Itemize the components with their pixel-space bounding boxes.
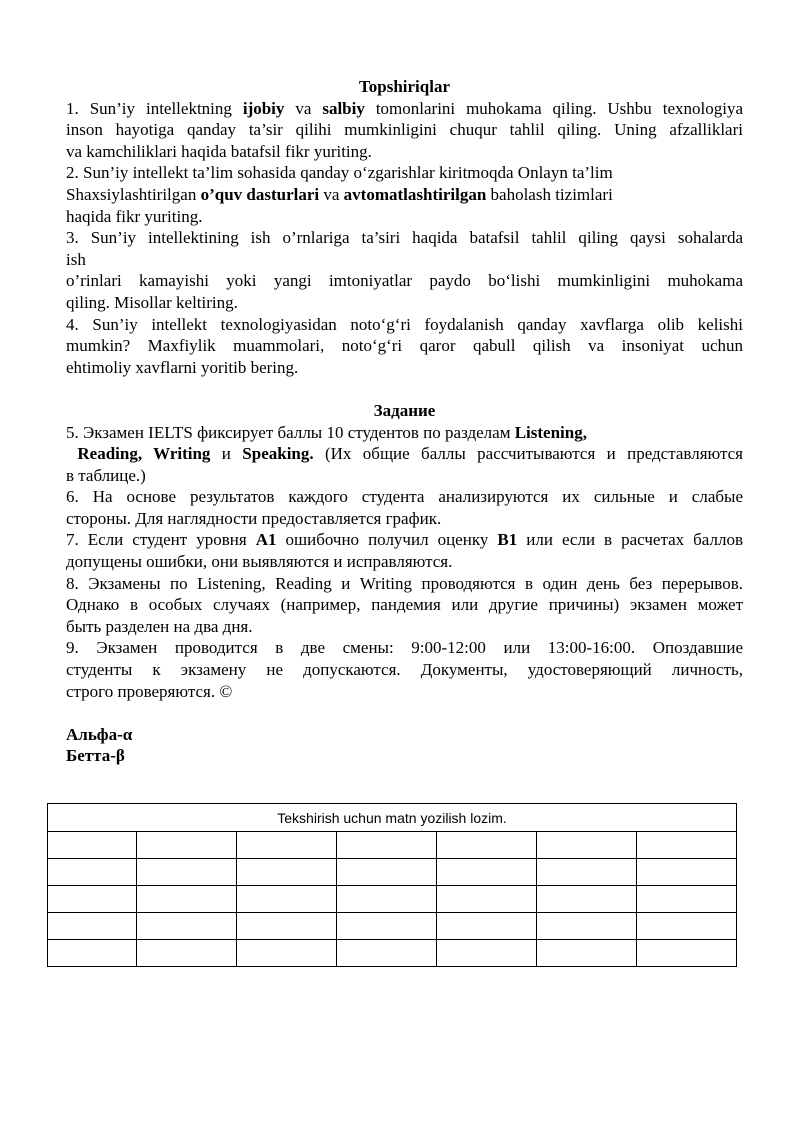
table-cell[interactable] xyxy=(137,859,237,886)
table-cell[interactable] xyxy=(337,859,437,886)
task-5-line-1: 5. Экзамен IELTS фиксирует баллы 10 студентов по разделам Listening, xyxy=(66,422,587,442)
table-cell[interactable] xyxy=(637,886,737,913)
table-cell[interactable] xyxy=(137,940,237,967)
table-cell[interactable] xyxy=(537,913,637,940)
table-row xyxy=(48,859,737,886)
table-cell[interactable] xyxy=(237,832,337,859)
task-8-line-2: Однако в особых случаях (например, пандемия или другие причины) экзамен может xyxy=(66,595,743,615)
task-1-line-1: 1. Sun’iy intellektning ijobiy va salbiy tomonlarini muhokama qiling. Ushbu texnologiya xyxy=(66,98,744,118)
table-cell[interactable] xyxy=(137,886,237,913)
task-2-line-2: Shaxsiylashtirilgan o’quv dasturlari va avtomatlashtirilgan baholash tizimlari xyxy=(66,184,613,204)
task-2 xyxy=(66,162,743,227)
table-cell[interactable] xyxy=(537,859,637,886)
task-6-line-1: 6. На основе результатов каждого студента анализируются их сильные и слабые xyxy=(66,487,743,507)
task-3-line-3: o’rinlari kamayishi yoki yangi imtoniyatlar paydo bo‘lishi mumkinligini muhokama xyxy=(66,271,743,291)
task-3-line-2: ish xyxy=(66,249,86,269)
document-body xyxy=(66,76,743,767)
table-header-row xyxy=(48,804,737,832)
task-5-line-3: в таблице.) xyxy=(66,465,146,485)
task-9-line-1: 9. Экзамен проводится в две смены: 9:00-12:00 или 13:00-16:00. Опоздавшие xyxy=(66,638,743,658)
task-8-line-3: быть разделен на два дня. xyxy=(66,616,253,636)
table-header-cell: Tekshirish uchun matn yozilish lozim. xyxy=(48,804,737,832)
table-cell[interactable] xyxy=(137,913,237,940)
table-cell[interactable] xyxy=(437,832,537,859)
table-cell[interactable] xyxy=(537,832,637,859)
table-cell[interactable] xyxy=(48,886,137,913)
table-cell[interactable] xyxy=(537,940,637,967)
table-cell[interactable] xyxy=(137,832,237,859)
task-6-line-2: стороны. Для наглядности предоставляется график. xyxy=(66,508,442,528)
section-heading-zadanie: Задание xyxy=(373,400,436,420)
table-cell[interactable] xyxy=(48,940,137,967)
table-row xyxy=(48,832,737,859)
table-cell[interactable] xyxy=(237,940,337,967)
spacer xyxy=(66,702,743,724)
task-7 xyxy=(66,529,743,572)
table-row xyxy=(48,913,737,940)
task-3-line-4: qiling. Misollar keltiring. xyxy=(66,292,238,312)
task-3-line-1: 3. Sun’iy intellektining ish o’rnlariga ta’siri haqida batafsil tahlil qiling qaysi sohalarda xyxy=(66,228,743,248)
task-1-line-2: inson hayotiga qanday ta’sir qilihi mumkinligini chuqur tahlil qiling. Uning afzalliklari xyxy=(66,120,743,140)
table-cell[interactable] xyxy=(437,859,537,886)
table-cell[interactable] xyxy=(337,913,437,940)
task-8-line-1: 8. Экзамены по Listening, Reading и Writing проводяются в один день без перерывов. xyxy=(66,573,743,593)
check-table xyxy=(47,803,737,967)
task-9 xyxy=(66,637,743,702)
signature-beta: Бетта-β xyxy=(66,746,125,766)
table-cell[interactable] xyxy=(237,859,337,886)
task-4-line-1: 4. Sun’iy intellekt texnologiyasidan noto‘g‘ri foydalanish qanday xavflarga olib kelishi xyxy=(66,314,743,334)
task-9-line-3: строго проверяются. © xyxy=(66,681,233,701)
table-cell[interactable] xyxy=(48,859,137,886)
table-cell[interactable] xyxy=(437,886,537,913)
task-1 xyxy=(66,98,743,163)
task-3 xyxy=(66,227,743,313)
table-cell[interactable] xyxy=(337,832,437,859)
task-7-line-1: 7. Если студент уровня A1 ошибочно получил оценку B1 или если в расчетах баллов xyxy=(66,530,743,550)
task-4-line-3: ehtimoliy xavflarni yoritib bering. xyxy=(66,357,299,377)
table-cell[interactable] xyxy=(637,859,737,886)
table-cell[interactable] xyxy=(637,913,737,940)
table-row xyxy=(48,940,737,967)
table-cell[interactable] xyxy=(637,940,737,967)
task-5-line-2: Reading, Writing и Speaking. (Их общие баллы рассчитываются и представляются xyxy=(66,444,743,464)
table-row xyxy=(48,886,737,913)
task-4-line-2: mumkin? Maxfiylik muammolari, noto‘g‘ri qaror qabull qilish va insoniyat uchun xyxy=(66,336,743,356)
task-7-line-2: допущены ошибки, они выявляются и исправляются. xyxy=(66,552,453,572)
task-2-line-1: 2. Sun’iy intellekt ta’lim sohasida qanday o‘zgarishlar kiritmoqda Onlayn ta’lim xyxy=(66,163,613,183)
table-cell[interactable] xyxy=(437,913,537,940)
task-9-line-2: студенты к экзамену не допускаются. Документы, удостоверяющий личность, xyxy=(66,660,743,680)
task-6 xyxy=(66,486,743,529)
table-cell[interactable] xyxy=(48,913,137,940)
task-2-line-3: haqida fikr yuriting. xyxy=(66,206,203,226)
table-cell[interactable] xyxy=(237,913,337,940)
table-cell[interactable] xyxy=(48,832,137,859)
table-cell[interactable] xyxy=(237,886,337,913)
table-cell[interactable] xyxy=(637,832,737,859)
task-8 xyxy=(66,573,743,638)
table-cell[interactable] xyxy=(437,940,537,967)
table-cell[interactable] xyxy=(537,886,637,913)
section-heading-topshiriqlar: Topshiriqlar xyxy=(358,77,451,96)
signature-alpha: Альфа-α xyxy=(66,724,133,744)
table-cell[interactable] xyxy=(337,940,437,967)
task-5 xyxy=(66,422,743,487)
task-1-line-3: va kamchiliklari haqida batafsil fikr yuriting. xyxy=(66,141,372,161)
spacer xyxy=(66,378,743,400)
table-cell[interactable] xyxy=(337,886,437,913)
task-4 xyxy=(66,314,743,379)
